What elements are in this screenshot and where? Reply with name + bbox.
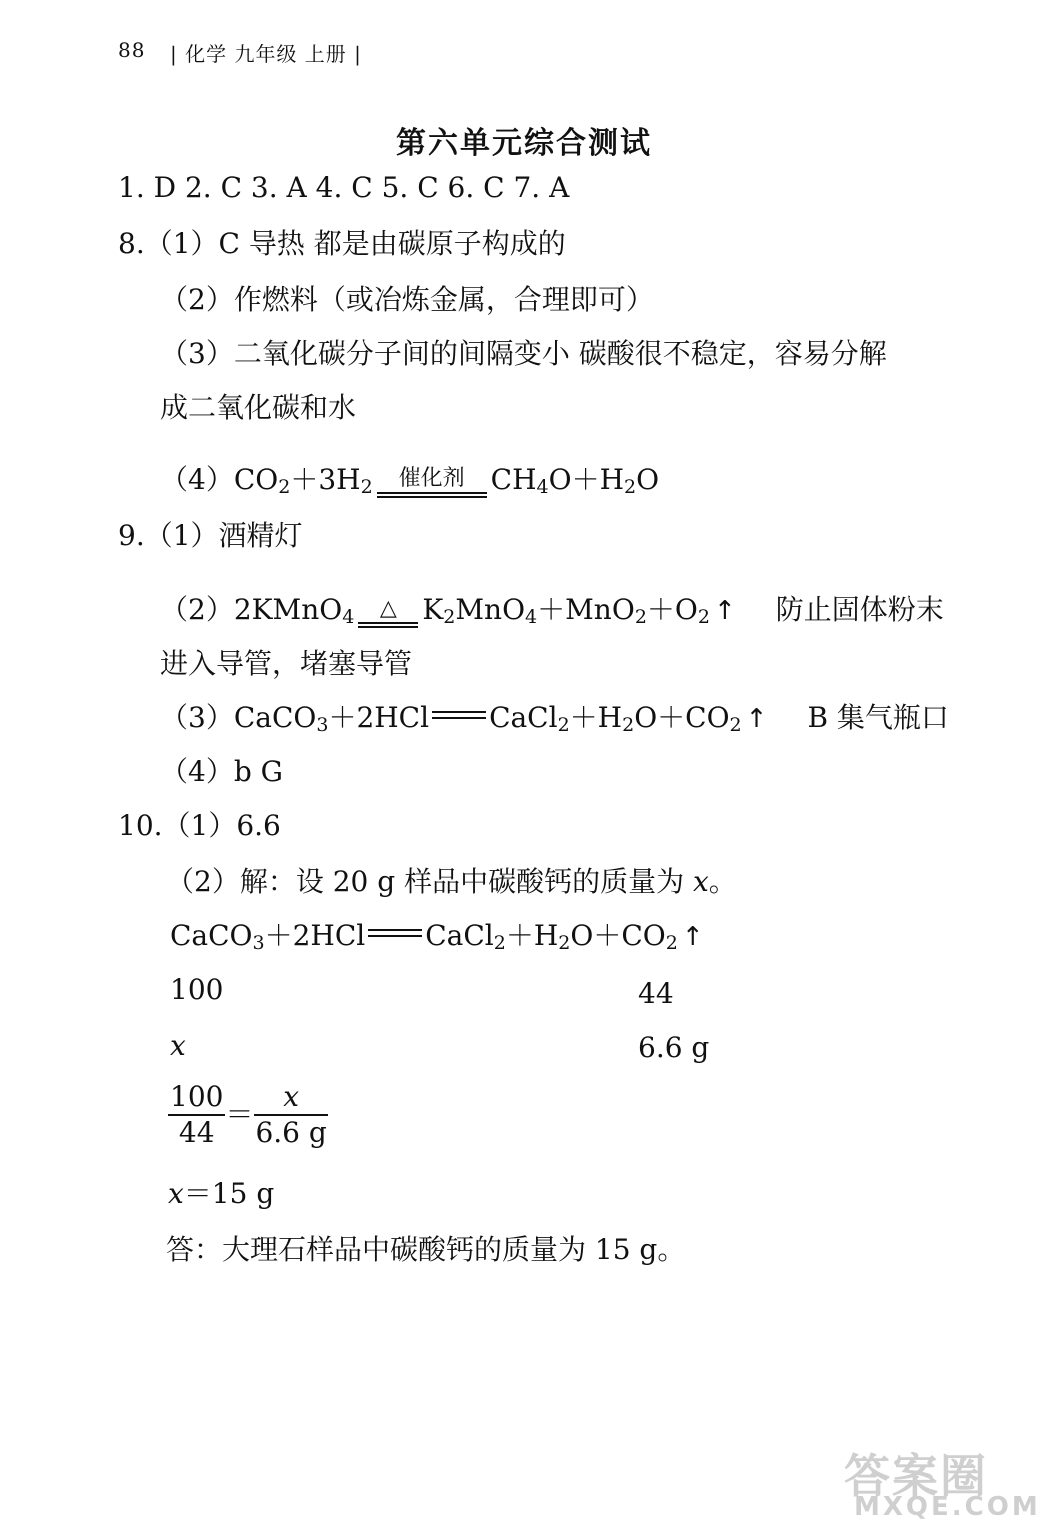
gas-arrow-icon: ↑	[745, 704, 768, 734]
formula-text: K	[422, 593, 444, 626]
q10-part2-intro	[166, 864, 737, 900]
watermark-logo	[844, 1440, 1041, 1528]
subscript: 4	[342, 606, 355, 629]
formula-text: 2KMnO	[233, 593, 343, 626]
subscript: 2	[443, 606, 456, 629]
formula-text: O＋H	[548, 463, 624, 496]
equals-double-line	[368, 929, 422, 937]
value-right: 6.6 g	[638, 1031, 710, 1064]
q9-part1: 9.（1）酒精灯	[118, 519, 303, 552]
q8-part1: 8.（1）C 导热 都是由碳原子构成的	[118, 227, 566, 260]
result-value: ＝15 g	[183, 1177, 275, 1210]
variable: x	[168, 1177, 184, 1210]
mass-right: 44	[638, 977, 674, 1010]
mass-left: 100	[170, 973, 224, 1006]
q8-part4-equation	[160, 462, 659, 498]
formula-text: CO	[233, 463, 279, 496]
denominator: 44	[178, 1116, 215, 1149]
double-line	[358, 622, 418, 628]
formula-text: ＋O	[646, 593, 698, 626]
page-title: 第六单元综合测试	[396, 126, 652, 161]
label: （4）	[160, 463, 234, 496]
numerator: x	[254, 1080, 328, 1116]
q10-equation	[170, 918, 704, 955]
subscript: 2	[493, 932, 506, 955]
subscript: 4	[525, 606, 538, 629]
fraction-1	[168, 1080, 225, 1150]
double-line	[377, 492, 487, 498]
formula-text: ＋2HCl	[328, 701, 430, 734]
q8-part2: （2）作燃料（或冶炼金属，合理即可）	[160, 283, 654, 316]
formula-text: ＋MnO	[537, 593, 635, 626]
gas-arrow-icon: ↑	[714, 596, 736, 626]
equals-sign: ＝	[225, 1098, 254, 1131]
punctuation: 。	[708, 865, 737, 898]
formula-text: MnO	[455, 593, 526, 626]
solution-text: （2）解：设 20 g 样品中碳酸钙的质量为	[166, 865, 693, 898]
formula-text: CaCl	[425, 919, 494, 952]
subscript: 4	[536, 476, 549, 499]
subscript: 3	[316, 714, 329, 737]
subscript: 2	[558, 932, 571, 955]
q10-part1: 10.（1）6.6	[118, 809, 281, 842]
page-number: 88	[118, 38, 146, 62]
q9-part2-equation	[160, 592, 944, 629]
equals-double-line	[432, 711, 486, 719]
q9-part4: （4）b G	[160, 755, 284, 788]
reaction-condition	[358, 596, 418, 628]
formula-text: ＋2HCl	[264, 919, 366, 952]
subscript: 2	[665, 932, 678, 955]
final-answer: 答：大理石样品中碳酸钙的质量为 15 g。	[166, 1233, 686, 1266]
answers-1-7: 1. D 2. C 3. A 4. C 5. C 6. C 7. A	[118, 171, 570, 204]
proportion-equation	[168, 1080, 329, 1150]
subscript: 2	[624, 476, 637, 499]
label: （3）	[160, 701, 234, 734]
heat-symbol: △	[379, 595, 397, 621]
subscript: 2	[729, 714, 742, 737]
formula-text: CaCl	[489, 701, 558, 734]
formula-text: O	[636, 463, 660, 496]
q8-part3: （3）二氧化碳分子间的间隔变小 碳酸很不稳定，容易分解	[160, 337, 887, 370]
q9-part3-equation	[160, 700, 949, 737]
subscript: 2	[622, 714, 635, 737]
watermark-text: 答案圈	[844, 1449, 988, 1503]
formula-text: CaCO	[233, 701, 317, 734]
label: （2）	[160, 593, 234, 626]
formula-text: ＋H	[505, 919, 559, 952]
denominator: 6.6 g	[255, 1116, 327, 1149]
explanation-text: 防止固体粉末	[775, 593, 944, 626]
formula-text: CaCO	[170, 919, 253, 952]
subscript: 3	[252, 932, 265, 955]
running-header: | 化学 九年级 上册 |	[170, 42, 362, 66]
subscript: 2	[634, 606, 647, 629]
formula-text: ＋3H	[290, 463, 361, 496]
formula-text: ＋H	[569, 701, 623, 734]
result-line	[168, 1176, 274, 1212]
var-left: x	[170, 1029, 186, 1062]
subscript: 2	[557, 714, 570, 737]
subscript: 2	[697, 606, 710, 629]
condition-label: 催化剂	[398, 465, 465, 491]
watermark-url: MXQE.COM	[854, 1492, 1041, 1522]
q9-part2-cont: 进入导管，堵塞导管	[160, 647, 413, 680]
reaction-condition	[377, 466, 487, 498]
q8-part3-cont: 成二氧化碳和水	[160, 391, 357, 424]
explanation-text: B 集气瓶口	[807, 701, 949, 734]
subscript: 2	[278, 476, 291, 499]
gas-arrow-icon: ↑	[681, 922, 704, 952]
numerator: 100	[168, 1080, 225, 1116]
formula-text: O＋CO	[634, 701, 730, 734]
formula-text: CH	[490, 463, 537, 496]
fraction-2	[253, 1080, 328, 1150]
subscript: 2	[360, 476, 373, 499]
variable: x	[692, 865, 709, 898]
formula-text: O＋CO	[570, 919, 666, 952]
